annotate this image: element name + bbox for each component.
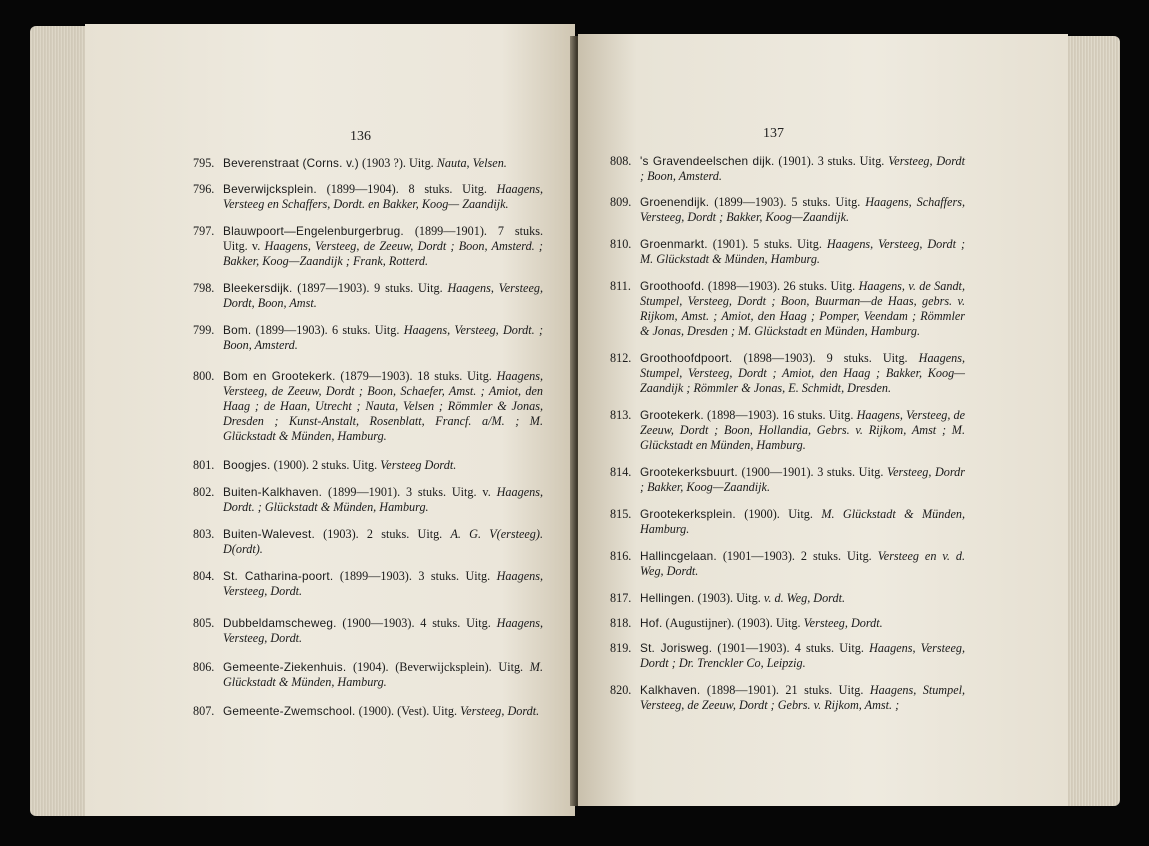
street-name: 's Gravendeelschen dijk. <box>640 154 775 168</box>
entry-number: 817. <box>610 591 632 605</box>
left-page-edges <box>30 26 90 816</box>
catalog-entry <box>193 704 543 719</box>
catalog-entry <box>610 351 965 396</box>
entry-number: 819. <box>610 641 632 655</box>
street-name: Blauwpoort—Engelenburgerbrug. <box>223 224 404 238</box>
entry-info: (1899—1903). 3 stuks. Uitg. <box>339 569 491 583</box>
publishers: Haagens, Stumpel, Versteeg, Dordt ; Amiot, den Haag ; Bakker, Koog—Zaandijk ; Römmler & Jonas, E. Schmidt, Dresden. <box>640 351 966 395</box>
catalog-entry <box>193 458 543 473</box>
publishers: Haagens, Versteeg, Dordt ; Dr. Trenckler Co, Leipzig. <box>640 641 966 670</box>
entry-info: (1899—1903). 6 stuks. Uitg. <box>255 323 400 337</box>
entry-info: (1904). (Beverwijcksplein). Uitg. <box>353 660 524 674</box>
entry-text <box>223 156 543 171</box>
entry-number: 805. <box>193 616 215 630</box>
catalog-entry <box>193 323 543 353</box>
street-name: Bom. <box>223 323 252 337</box>
entry-text <box>640 591 965 606</box>
entry-number: 804. <box>193 569 215 583</box>
street-name: Hallincgelaan. <box>640 549 717 563</box>
entry-number: 797. <box>193 224 215 238</box>
publishers: Versteeg, Dordr ; Bakker, Koog—Zaandijk. <box>640 465 966 494</box>
entry-text <box>223 704 543 719</box>
entry-info: (1897—1903). 9 stuks. Uitg. <box>297 281 443 295</box>
catalog-entry <box>193 369 543 444</box>
street-name: Bom en Grootekerk. <box>223 369 336 383</box>
entry-number: 798. <box>193 281 215 295</box>
street-name: Buiten-Kalkhaven. <box>223 485 323 499</box>
entry-info: (1903 ?). Uitg. <box>361 156 434 170</box>
publishers: Versteeg Dordt. <box>380 458 457 472</box>
entry-info: (1901). 3 stuks. Uitg. <box>778 154 885 168</box>
catalog-entry <box>193 182 543 212</box>
entry-info: (1900). Uitg. <box>744 507 813 521</box>
street-name: Hellingen. <box>640 591 695 605</box>
entry-info: (1901—1903). 2 stuks. Uitg. <box>722 549 872 563</box>
publishers: Haagens, Dordt. ; Glückstadt & Münden, Hamburg. <box>223 485 544 514</box>
publishers: Versteeg, Dordt. <box>803 616 883 630</box>
entry-number: 799. <box>193 323 215 337</box>
entry-info: (Augustijner). (1903). Uitg. <box>665 616 801 630</box>
entry-number: 802. <box>193 485 215 499</box>
catalog-entry <box>610 154 965 184</box>
catalog-entry <box>193 485 543 515</box>
entry-text <box>223 182 543 212</box>
entry-text <box>223 224 543 269</box>
entry-text <box>640 408 965 453</box>
catalog-entry <box>610 465 965 495</box>
entry-number: 803. <box>193 527 215 541</box>
right-page-number: 137 <box>763 126 784 141</box>
entry-text <box>223 369 543 444</box>
catalog-entry <box>610 591 965 606</box>
street-name: Boogjes. <box>223 458 271 472</box>
entry-text <box>640 237 965 267</box>
entry-text <box>223 660 543 690</box>
street-name: St. Jorisweg. <box>640 641 713 655</box>
publishers: Haagens, Versteeg, de Zeeuw, Dordt ; Boon, Hollandia, Gebrs. v. Rijkom, Amst ; M. Glückstadt en Münden, Hamburg. <box>640 408 966 452</box>
street-name: Grootekerksplein. <box>640 507 736 521</box>
entry-number: 796. <box>193 182 215 196</box>
entry-number: 800. <box>193 369 215 383</box>
entry-text <box>640 549 965 579</box>
entry-number: 807. <box>193 704 215 718</box>
publishers: Haagens, Versteeg, de Zeeuw, Dordt ; Boon, Amsterd. ; Bakker, Koog—Zaandijk ; Frank, Rotterd. <box>223 239 543 268</box>
entry-number: 815. <box>610 507 632 521</box>
entry-text <box>640 465 965 495</box>
street-name: Grootekerk. <box>640 408 704 422</box>
entry-number: 809. <box>610 195 632 209</box>
entry-text <box>640 279 965 339</box>
entry-text <box>640 641 965 671</box>
catalog-entry <box>610 641 965 671</box>
entry-info: (1899—1901). 3 stuks. Uitg. v. <box>328 485 491 499</box>
publishers: Haagens, Versteeg, Dordt, Boon, Amst. <box>223 281 543 310</box>
street-name: Grootekerksbuurt. <box>640 465 738 479</box>
publishers: Haagens, Versteeg, Dordt. <box>223 616 544 645</box>
entry-text <box>223 527 543 557</box>
entry-number: 812. <box>610 351 632 365</box>
left-page-number: 136 <box>350 129 371 144</box>
entry-text <box>223 485 543 515</box>
right-page <box>578 34 1068 806</box>
entry-info: (1901). 5 stuks. Uitg. <box>712 237 822 251</box>
street-name: Buiten-Walevest. <box>223 527 315 541</box>
entry-info: (1900). 2 stuks. Uitg. <box>273 458 378 472</box>
catalog-entry <box>193 527 543 557</box>
left-entry-list <box>193 156 543 719</box>
publishers: Haagens, Stumpel, Versteeg, de Zeeuw, Dordt ; Gebrs. v. Rijkom, Amst. ; <box>640 683 966 712</box>
entry-info: (1879—1903). 18 stuks. Uitg. <box>340 369 492 383</box>
street-name: Groothoofd. <box>640 279 705 293</box>
publishers: A. G. V(ersteeg). D(ordt). <box>223 527 544 556</box>
entry-info: (1903). 2 stuks. Uitg. <box>323 527 443 541</box>
entry-text <box>223 616 543 646</box>
entry-info: (1900—1901). 3 stuks. Uitg. <box>741 465 884 479</box>
publishers: Haagens, Versteeg, Dordt. ; Boon, Amsterd. <box>223 323 544 352</box>
entry-number: 808. <box>610 154 632 168</box>
street-name: Bleekersdijk. <box>223 281 293 295</box>
entry-info: (1903). Uitg. <box>697 591 761 605</box>
street-name: Gemeente-Ziekenhuis. <box>223 660 347 674</box>
street-name: Hof. <box>640 616 663 630</box>
entry-text <box>640 683 965 713</box>
entry-number: 810. <box>610 237 632 251</box>
left-page <box>85 24 575 816</box>
entry-info: (1900). (Vest). Uitg. <box>358 704 458 718</box>
street-name: St. Catharina-poort. <box>223 569 334 583</box>
publishers: Haagens, Versteeg, Dordt. <box>223 569 544 598</box>
publishers: Haagens, Schaffers, Versteeg, Dordt ; Bakker, Koog—Zaandijk. <box>640 195 965 224</box>
publishers: Versteeg en v. d. Weg, Dordt. <box>640 549 966 578</box>
catalog-entry <box>193 660 543 690</box>
entry-text <box>640 195 965 225</box>
entry-number: 801. <box>193 458 215 472</box>
street-name: Kalkhaven. <box>640 683 701 697</box>
entry-number: 813. <box>610 408 632 422</box>
publishers: v. d. Weg, Dordt. <box>763 591 846 605</box>
catalog-entry <box>610 237 965 267</box>
entry-info: (1898—1903). 16 stuks. Uitg. <box>706 408 854 422</box>
catalog-entry <box>610 549 965 579</box>
entry-info: (1900—1903). 4 stuks. Uitg. <box>342 616 491 630</box>
entry-info: (1898—1903). 26 stuks. Uitg. <box>707 279 856 293</box>
entry-text <box>640 351 965 396</box>
entry-number: 811. <box>610 279 631 293</box>
publishers: M. Glückstadt & Münden, Hamburg. <box>223 660 543 689</box>
entry-text <box>640 154 965 184</box>
catalog-entry <box>610 507 965 537</box>
catalog-entry <box>193 224 543 269</box>
right-entry-list <box>610 154 965 713</box>
entry-text <box>223 569 543 599</box>
street-name: Dubbeldamscheweg. <box>223 616 337 630</box>
entry-text <box>640 616 965 631</box>
right-page-edges <box>1060 36 1120 806</box>
entry-number: 820. <box>610 683 632 697</box>
publishers: Haagens, Versteeg en Schaffers, Dordt. en Bakker, Koog— Zaandijk. <box>223 182 544 211</box>
entry-text <box>640 507 965 537</box>
entry-text <box>223 458 543 473</box>
publishers: Haagens, Versteeg, Dordt ; M. Glückstadt & Münden, Hamburg. <box>640 237 966 266</box>
street-name: Groenmarkt. <box>640 237 708 251</box>
street-name: Groenendijk. <box>640 195 710 209</box>
publishers: M. Glückstadt & Münden, Hamburg. <box>640 507 965 536</box>
publishers: Haagens, v. de Sandt, Stumpel, Versteeg, Dordt ; Boon, Buurman—de Haas, gebrs. v. Rijkom, Amst. ; Amiot, den Haag ; Pomper, Veendam ; Römmler & Jonas, Dresden ; M. Glückstadt en Münden, Hamburg. <box>640 279 965 338</box>
open-book <box>30 16 1120 826</box>
entry-number: 816. <box>610 549 632 563</box>
entry-info: (1898—1901). 21 stuks. Uitg. <box>706 683 864 697</box>
street-name: Beverwijcksplein. <box>223 182 317 196</box>
catalog-entry <box>193 616 543 646</box>
catalog-entry <box>610 683 965 713</box>
entry-number: 795. <box>193 156 215 170</box>
publishers: Haagens, Versteeg, de Zeeuw, Dordt ; Boon, Schaefer, Amst. ; Amiot, den Haag ; de Haan, Utrecht ; Nauta, Velsen ; Römmler & Jonas, Dresden ; Kunst-Anstalt, Rosenblatt, Francf. a/M. ; M. Glückstadt & Münden, Hamburg. <box>223 369 544 443</box>
catalog-entry <box>610 408 965 453</box>
entry-text <box>223 281 543 311</box>
street-name: Groothoofdpoort. <box>640 351 733 365</box>
entry-info: (1898—1903). 9 stuks. Uitg. <box>743 351 908 365</box>
publishers: Versteeg, Dordt ; Boon, Amsterd. <box>640 154 966 183</box>
catalog-entry <box>610 195 965 225</box>
street-name: Beverenstraat (Corns. v.) <box>223 156 359 170</box>
catalog-entry <box>193 569 543 599</box>
entry-info: (1899—1901). 7 stuks. Uitg. v. <box>223 224 543 253</box>
street-name: Gemeente-Zwemschool. <box>223 704 356 718</box>
catalog-entry <box>193 156 543 171</box>
catalog-entry <box>610 279 965 339</box>
entry-info: (1899—1904). 8 stuks. Uitg. <box>326 182 487 196</box>
publishers: Versteeg, Dordt. <box>460 704 540 718</box>
publishers: Nauta, Velsen. <box>436 156 507 170</box>
catalog-entry <box>193 281 543 311</box>
entry-number: 814. <box>610 465 632 479</box>
entry-number: 806. <box>193 660 215 674</box>
entry-info: (1901—1903). 4 stuks. Uitg. <box>717 641 864 655</box>
entry-info: (1899—1903). 5 stuks. Uitg. <box>714 195 861 209</box>
entry-text <box>223 323 543 353</box>
catalog-entry <box>610 616 965 631</box>
entry-number: 818. <box>610 616 632 630</box>
